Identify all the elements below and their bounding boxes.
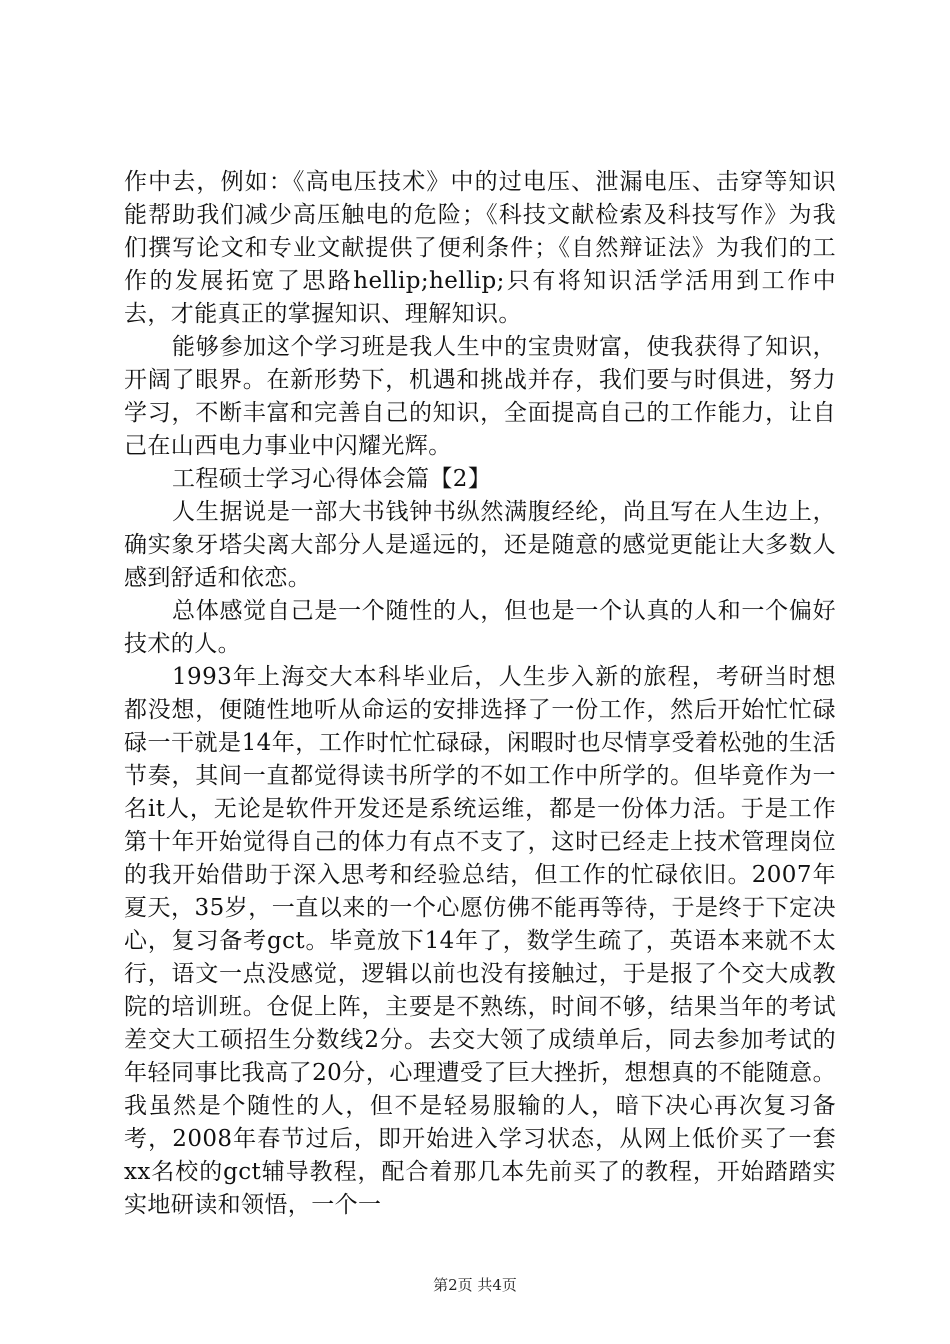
- section-heading: 工程硕士学习心得体会篇【2】: [172, 466, 492, 492]
- paragraph-4: 总体感觉自己是一个随性的人，但也是一个认真的人和一个偏好技术的人。: [124, 598, 836, 657]
- paragraph-1: 作中去，例如：《高电压技术》中的过电压、泄漏电压、击穿等知识能帮助我们减少高压触电的危险；《科技文献检索及科技写作》为我们撰写论文和专业文献提供了便利条件；《自然辩证法》为我们的工作的发展拓宽了思路hellip;hellip;只有将知识活学活用到工作中去，才能真正的掌握知识、理解知识。: [124, 169, 836, 327]
- page-number-label: 第2页 共4页: [433, 1276, 517, 1294]
- paragraph-3: 人生据说是一部大书钱钟书纵然满腹经纶，尚且写在人生边上，确实象牙塔尖离大部分人是遥远的，还是随意的感觉更能让大多数人感到舒适和依恋。: [124, 499, 836, 591]
- document-body: [124, 166, 836, 1222]
- page-footer: [0, 1274, 950, 1295]
- paragraph-2: 能够参加这个学习班是我人生中的宝贵财富，使我获得了知识，开阔了眼界。在新形势下，机遇和挑战并存，我们要与时俱进，努力学习，不断丰富和完善自己的知识，全面提高自己的工作能力，让自己在山西电力事业中闪耀光辉。: [124, 334, 836, 459]
- paragraph-5: 1993年上海交大本科毕业后，人生步入新的旅程，考研当时想都没想，便随性地听从命运的安排选择了一份工作，然后开始忙忙碌碌一干就是14年，工作时忙忙碌碌，闲暇时也尽情享受着松弛的生活节奏，其间一直都觉得读书所学的不如工作中所学的。但毕竟作为一名it人，无论是软件开发还是系统运维，都是一份体力活。于是工作第十年开始觉得自己的体力有点不支了，这时已经走上技术管理岗位的我开始借助于深入思考和经验总结，但工作的忙碌依旧。2007年夏天，35岁，一直以来的一个心愿仿佛不能再等待，于是终于下定决心，复习备考gct。毕竟放下14年了，数学生疏了，英语本来就不太行，语文一点没感觉，逻辑以前也没有接触过，于是报了个交大成教院的培训班。仓促上阵，主要是不熟练，时间不够，结果当年的考试差交大工硕招生分数线2分。去交大领了成绩单后，同去参加考试的年轻同事比我高了20分，心理遭受了巨大挫折，想想真的不能随意。我虽然是个随性的人，但不是轻易服输的人，暗下决心再次复习备考，2008年春节过后，即开始进入学习状态，从网上低价买了一套xx名校的gct辅导教程，配合着那几本先前买了的教程，开始踏踏实实地研读和领悟，一个一: [124, 664, 836, 1218]
